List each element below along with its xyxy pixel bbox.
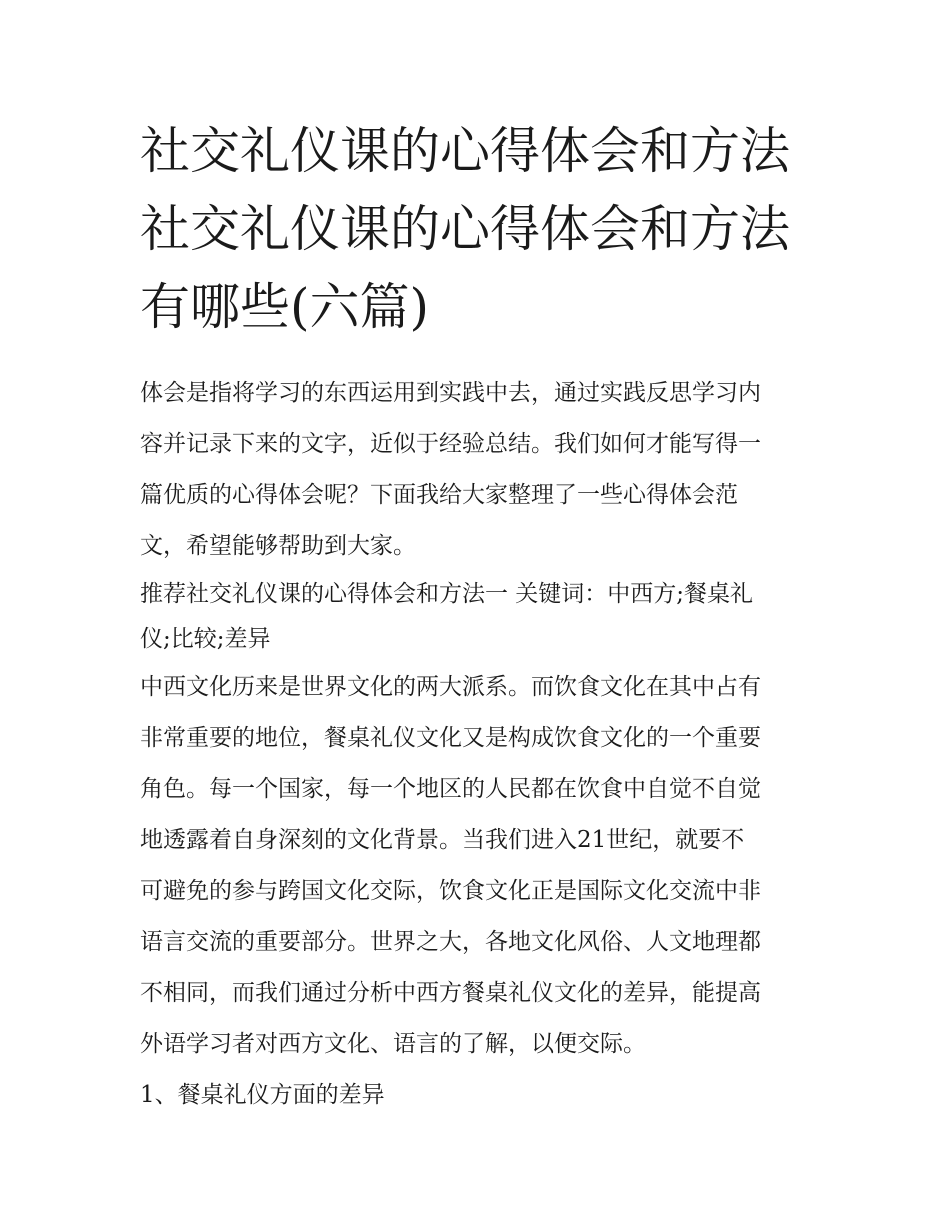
title-line-2: 社交礼仪课的心得体会和方法 <box>140 200 790 258</box>
text-line: 篇优质的心得体会呢？下面我给大家整理了一些心得体会范 <box>140 482 738 508</box>
keywords-paragraph <box>140 572 820 662</box>
text-line: 可避免的参与跨国文化交际，饮食文化正是国际文化交流中非 <box>140 878 761 904</box>
document-title <box>140 112 820 346</box>
text-line: 中西文化历来是世界文化的两大派系。而饮食文化在其中占有 <box>140 674 761 700</box>
text-line: 仪;比较;差异 <box>140 626 271 652</box>
text-line: 角色。每一个国家，每一个地区的人民都在饮食中自觉不自觉 <box>140 776 761 802</box>
text-line: 体会是指将学习的东西运用到实践中去，通过实践反思学习内 <box>140 380 761 406</box>
text-line: 容并记录下来的文字，近似于经验总结。我们如何才能写得一 <box>140 431 761 457</box>
intro-paragraph <box>140 368 820 572</box>
title-line-1: 社交礼仪课的心得体会和方法 <box>140 122 790 180</box>
text-line: 1、餐桌礼仪方面的差异 <box>140 1082 385 1108</box>
text-line: 非常重要的地位，餐桌礼仪文化又是构成饮食文化的一个重要 <box>140 725 761 751</box>
text-line: 推荐社交礼仪课的心得体会和方法一 关键词：中西方;餐桌礼 <box>140 581 754 607</box>
section-heading <box>140 1070 820 1121</box>
text-line: 地透露着自身深刻的文化背景。当我们进入21世纪，就要不 <box>140 827 745 853</box>
title-line-3: 有哪些(六篇) <box>140 278 430 336</box>
document-page <box>140 112 820 1121</box>
text-line: 文，希望能够帮助到大家。 <box>140 533 416 559</box>
main-paragraph <box>140 662 820 1070</box>
text-line: 不相同，而我们通过分析中西方餐桌礼仪文化的差异，能提高 <box>140 980 761 1006</box>
text-line: 外语学习者对西方文化、语言的了解，以便交际。 <box>140 1031 646 1057</box>
document-body <box>140 368 820 1121</box>
text-line: 语言交流的重要部分。世界之大，各地文化风俗、人文地理都 <box>140 929 761 955</box>
